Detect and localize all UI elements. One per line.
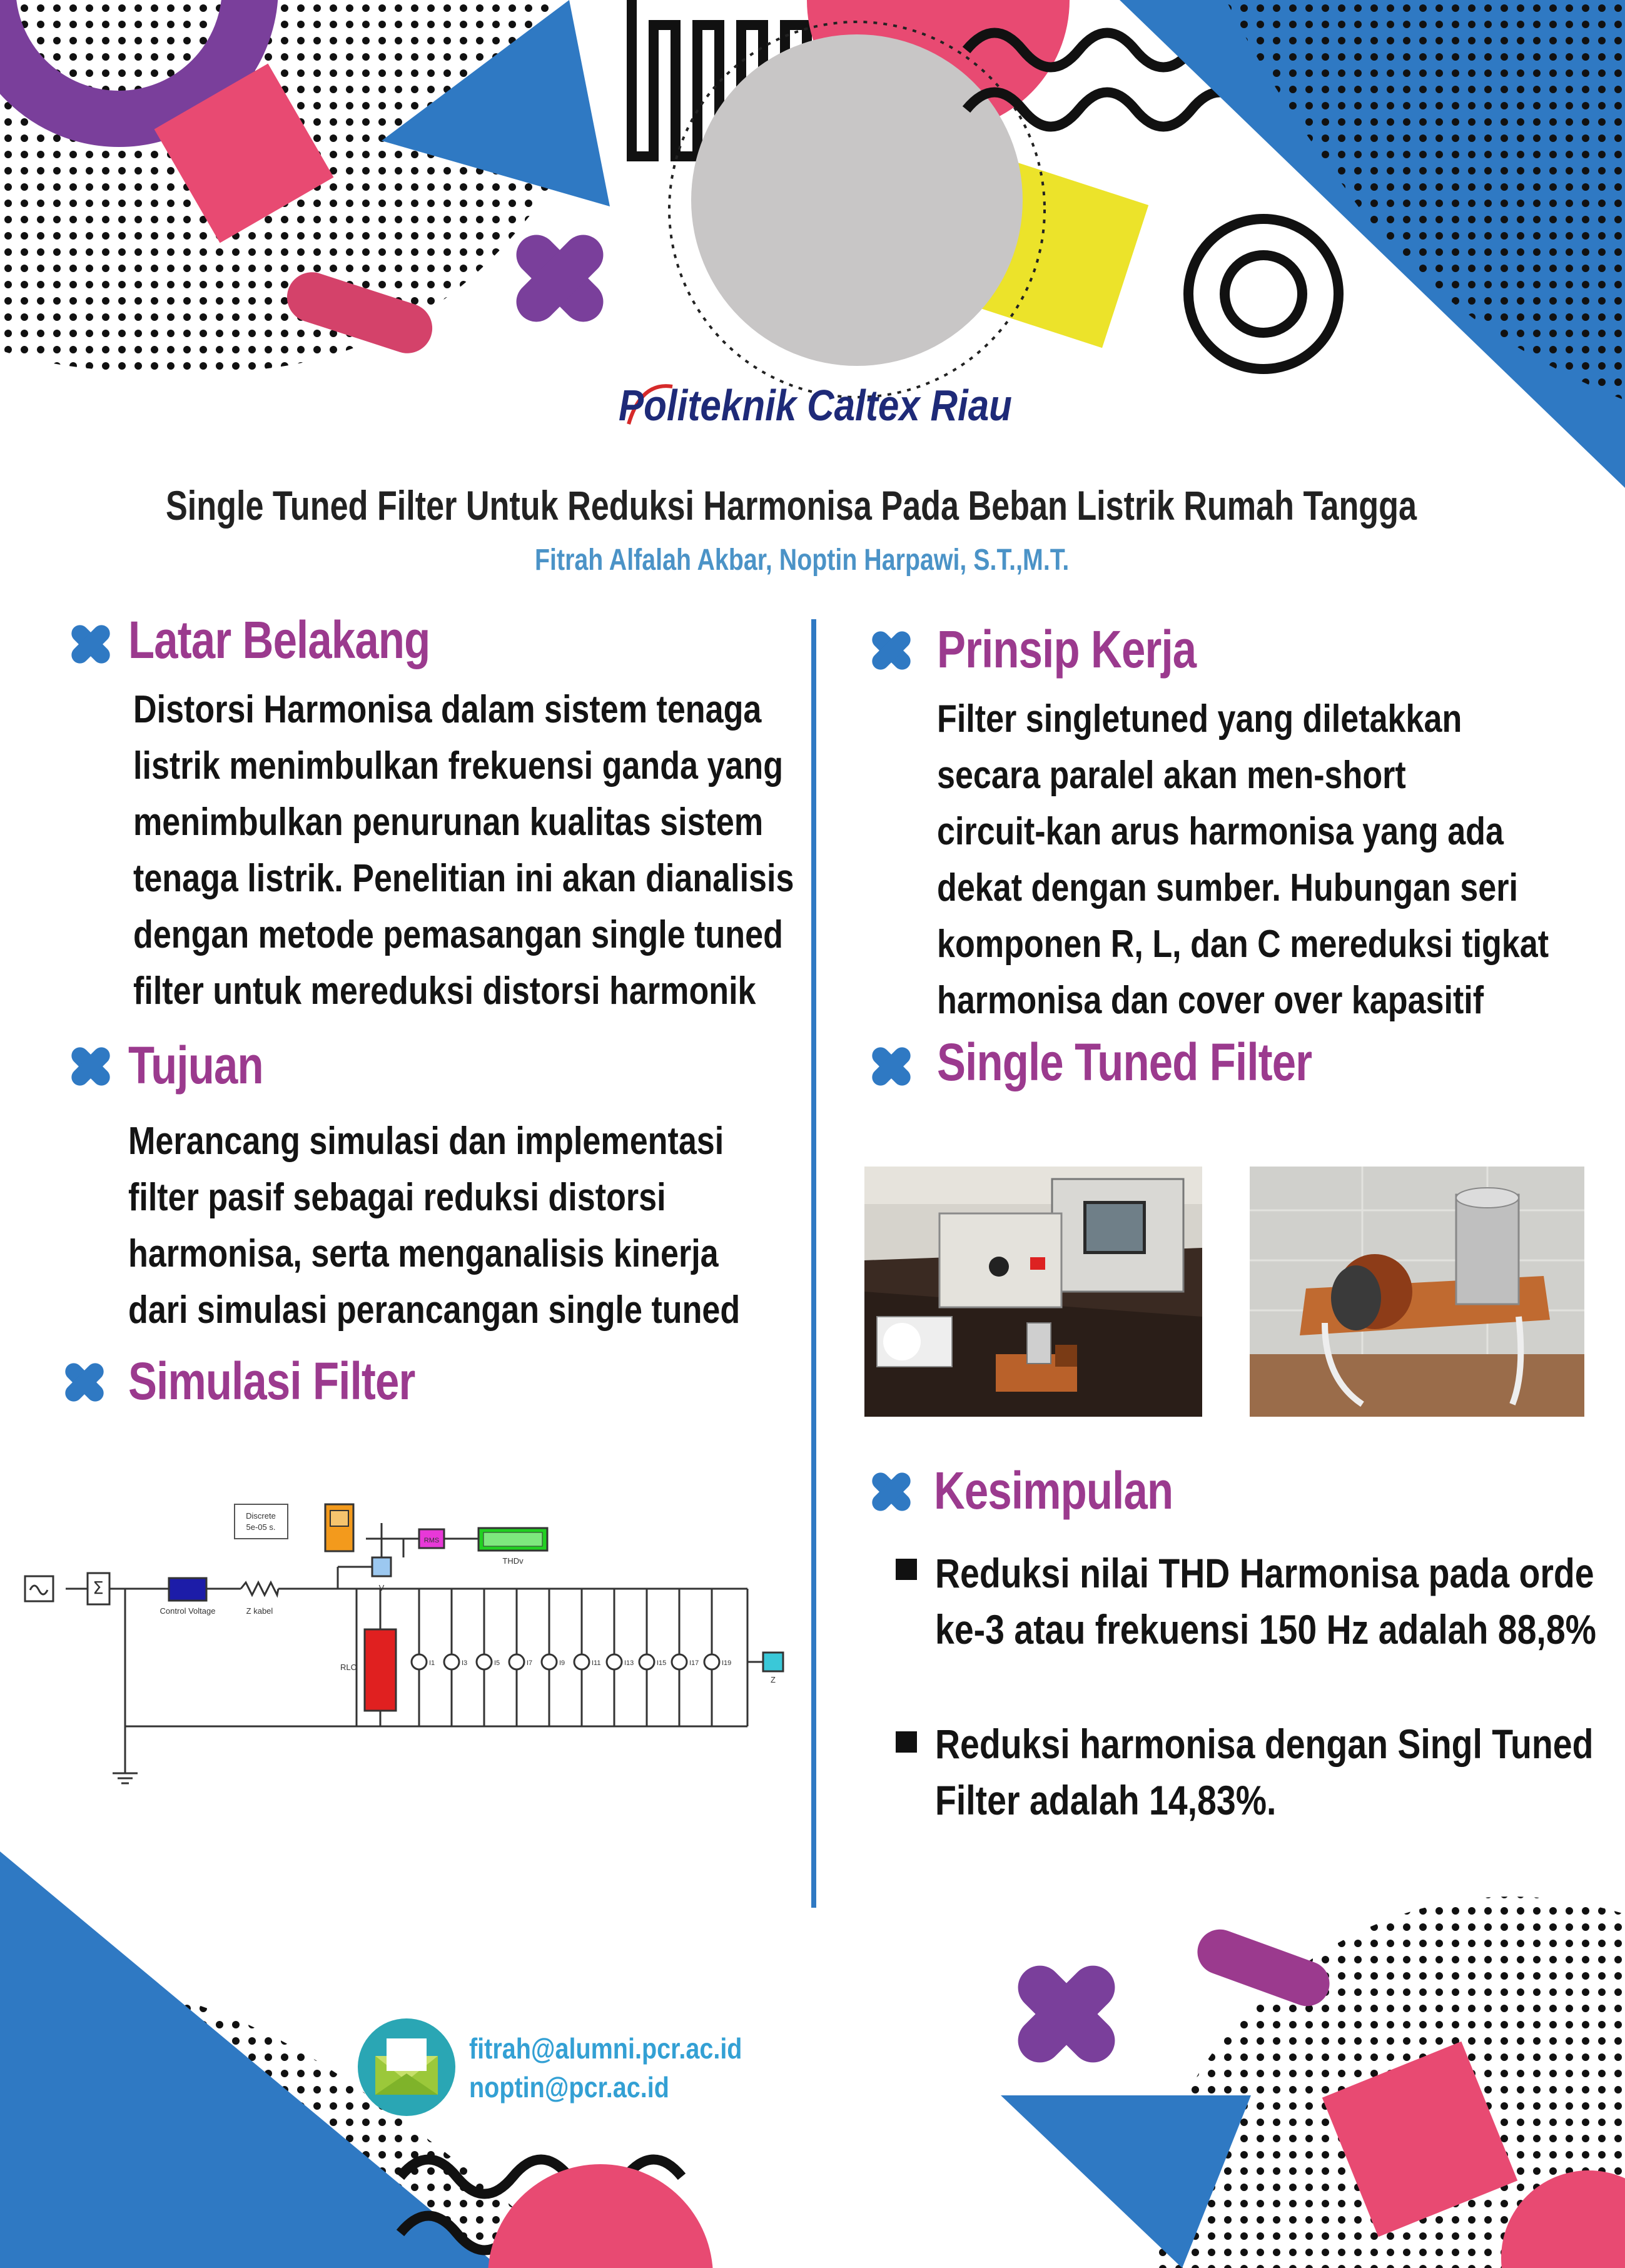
cross-icon (63, 616, 119, 672)
logo (616, 375, 1054, 432)
text-line: filter untuk mereduksi distorsi harmonik (133, 969, 756, 1013)
current-source-label: I5 (494, 1659, 500, 1667)
svg-text:Σ: Σ (93, 1577, 104, 1598)
text-line: harmonisa, serta menganalisis kinerja (128, 1232, 719, 1275)
current-source (444, 1654, 459, 1669)
text-line: menimbulkan penurunan kualitas sistem (133, 801, 764, 844)
current-source-label: I1 (429, 1659, 435, 1667)
current-source (574, 1654, 589, 1669)
bullet-square (896, 1559, 917, 1580)
photo-filter-closeup (1250, 1167, 1584, 1417)
email-noptin[interactable]: noptin@pcr.ac.id (469, 2071, 669, 2103)
cross-icon (863, 1038, 919, 1095)
voltage-measurement-block (372, 1557, 391, 1576)
text-line: tenaga listrik. Penelitian ini akan dianalisis (133, 857, 794, 900)
impedance-block (763, 1653, 783, 1671)
current-source-label: I3 (462, 1659, 468, 1667)
current-source (639, 1654, 654, 1669)
heading-simulasi-filter: Simulasi Filter (128, 1352, 415, 1410)
heading-tujuan: Tujuan (128, 1036, 263, 1095)
mail-icon (357, 2017, 457, 2117)
text-line: Filter adalah 14,83%. (935, 1777, 1277, 1823)
current-source-label: I19 (722, 1659, 732, 1667)
poster-title: Single Tuned Filter Untuk Reduksi Harmonisa Pada Beban Listrik Rumah Tangga (166, 482, 1417, 529)
text-line: filter pasif sebagai reduksi distorsi (128, 1176, 666, 1219)
cross-icon (863, 1464, 919, 1520)
text-line: listrik menimbulkan frekuensi ganda yang (133, 744, 784, 787)
label-v: V (378, 1583, 385, 1592)
text-line: secara paralel akan men-short (937, 754, 1406, 797)
label-z: Z (771, 1675, 776, 1684)
bullet-square (896, 1731, 917, 1753)
heading-single-tuned-filter: Single Tuned Filter (937, 1033, 1312, 1091)
text-line: dekat dengan sumber. Hubungan seri (937, 866, 1518, 909)
current-source (412, 1654, 427, 1669)
logo-text: Politeknik Caltex Riau (619, 381, 1012, 430)
heading-kesimpulan: Kesimpulan (934, 1461, 1173, 1520)
kesimpulan-point-2 (935, 1716, 1593, 1828)
current-source (509, 1654, 524, 1669)
column-divider (811, 619, 816, 1908)
poster-authors: Fitrah Alfalah Akbar, Noptin Harpawi, S.T.,M.T. (535, 544, 1070, 577)
current-source-label: I11 (592, 1659, 601, 1667)
latar-belakang-text (133, 682, 794, 1020)
rlc-block (365, 1629, 396, 1711)
text-line: komponen R, L, dan C mereduksi tigkat (937, 923, 1549, 966)
harmonic-source-group (412, 1589, 731, 1726)
label-rlc: RLC (340, 1663, 357, 1672)
tujuan-text (128, 1113, 740, 1339)
photo-lab-setup (864, 1167, 1202, 1417)
prinsip-kerja-text (937, 691, 1549, 1029)
heading-latar-belakang: Latar Belakang (128, 610, 430, 669)
text-line: ke-3 atau frekuensi 150 Hz adalah 88,8% (935, 1606, 1596, 1653)
z-kabel-resistor (241, 1582, 278, 1595)
current-source-label: I15 (657, 1659, 667, 1667)
current-source (542, 1654, 557, 1669)
current-source (672, 1654, 687, 1669)
text-line: Filter singletuned yang diletakkan (937, 697, 1462, 741)
cross-icon (63, 1038, 119, 1095)
grey-circle (691, 34, 1023, 366)
text-line: harmonisa dan cover over kapasitif (937, 979, 1484, 1022)
text-line: dengan metode pemasangan single tuned (133, 913, 783, 956)
current-source (607, 1654, 622, 1669)
email-fitrah[interactable]: fitrah@alumni.pcr.ac.id (469, 2032, 742, 2065)
simulink-diagram (19, 1489, 807, 1789)
ground-symbol (113, 1773, 138, 1783)
text-line: Reduksi harmonisa dengan Singl Tuned (935, 1721, 1594, 1767)
pink-circle-bottom (488, 2164, 713, 2268)
purple-cross-bottom (983, 1930, 1151, 2098)
label-rms: RMS (423, 1537, 440, 1544)
heading-prinsip-kerja: Prinsip Kerja (937, 620, 1197, 679)
text-line: dari simulasi perancangan single tuned (128, 1288, 741, 1332)
current-source-label: I17 (689, 1659, 699, 1667)
current-source (704, 1654, 719, 1669)
cross-icon (56, 1354, 113, 1410)
current-source-label: I7 (527, 1659, 533, 1667)
current-source (477, 1654, 492, 1669)
discrete-block (235, 1504, 288, 1539)
label-z-kabel: Z kabel (246, 1606, 273, 1616)
text-line: Reduksi nilai THD Harmonisa pada orde (935, 1550, 1594, 1596)
label-control-voltage: Control Voltage (159, 1606, 216, 1616)
kesimpulan-point-1 (935, 1545, 1596, 1658)
text-line: circuit-kan arus harmonisa yang ada (937, 810, 1504, 853)
current-source-label: I9 (559, 1659, 565, 1667)
current-source-label: I13 (624, 1659, 634, 1667)
cross-icon (863, 622, 919, 679)
concentric-circles (1188, 219, 1339, 369)
label-thdv: THDv (502, 1556, 524, 1566)
text-line: Merancang simulasi dan implementasi (128, 1120, 724, 1163)
label-discrete: Discrete (246, 1511, 276, 1521)
label-discrete-step: 5e-05 s. (246, 1522, 276, 1532)
text-line: Distorsi Harmonisa dalam sistem tenaga (133, 688, 762, 731)
control-voltage-block (169, 1578, 206, 1601)
